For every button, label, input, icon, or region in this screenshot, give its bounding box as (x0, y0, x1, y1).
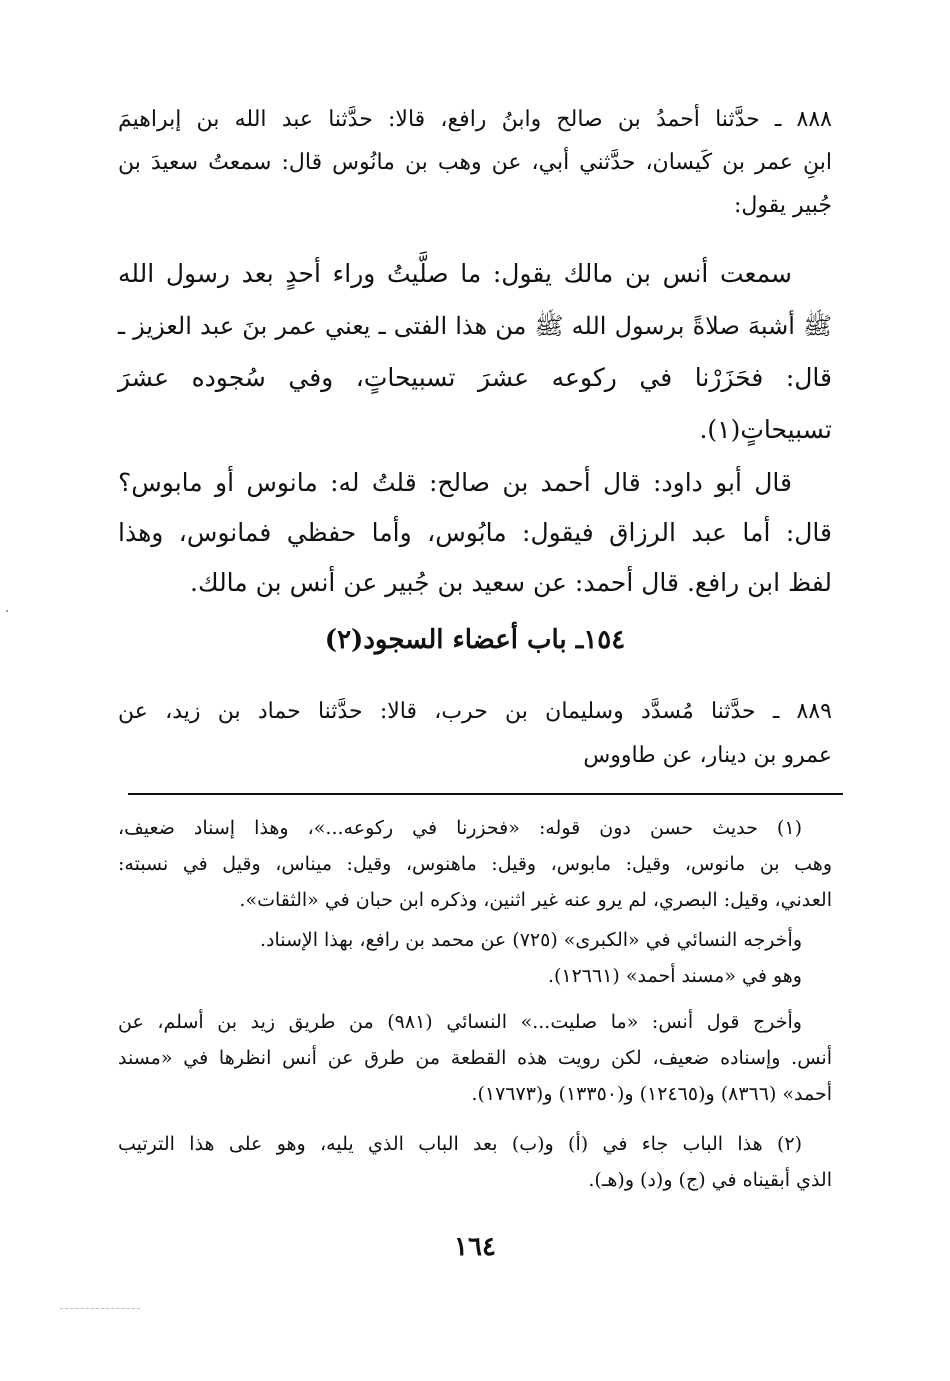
hadith-888-line: جُبير يقول: (733, 193, 832, 218)
scan-artifact (60, 1308, 140, 1309)
footnote-1-anas (118, 1004, 832, 1112)
footnote-1-takhrij (118, 922, 832, 994)
hadith-888-line: ٨٨٨ ـ حدَّثنا أحمدُ بن صالح وابنُ رافع، قالا: حدَّثنا عبد الله بن إبراهيمَ (118, 107, 832, 132)
hadith-889 (118, 690, 832, 778)
hadith-888 (118, 98, 832, 227)
footnote-line: العدني، وقيل: البصري، لم يرو عنه غير اثنين، وذكره ابن حبان في «الثقات». (239, 889, 832, 911)
footnote-line: الذي أبقيناه في (ج) و(د) و(هـ). (588, 1169, 832, 1191)
footnote-line: أنس. وإسناده ضعيف، لكن رويت هذه القطعة من طرق عن أنس انظرها في «مسند (118, 1047, 832, 1069)
hadith-888-line: ابنِ عمر بن كَيسان، حدَّثني أبي، عن وهب بن مانُوس قال: سمعتُ سعيدَ بن (118, 150, 832, 175)
footnote-line: وهب بن مانوس، وقيل: مابوس، وقيل: ماهنوس، وقيل: ميناس، وقيل في نسبته: (118, 853, 832, 875)
footnote-separator (128, 793, 843, 795)
chapter-heading (118, 625, 832, 655)
hadith-889-line: ٨٨٩ ـ حدَّثنا مُسدَّد وسليمان بن حرب، قالا: حدَّثنا حماد بن زيد، عن (118, 699, 832, 724)
hadith-889-line: عمرو بن دينار، عن طاووس (583, 743, 832, 768)
abu-dawud-note-line: قال أبو داود: قال أحمد بن صالح: قلتُ له: مانوس أو مابوس؟ (118, 468, 792, 497)
page-number: ١٦٤ (454, 1232, 496, 1262)
abu-dawud-note (118, 458, 832, 608)
footnote-line: (١) حديث حسن دون قوله: «فحزرنا في ركوعه...»، وهذا إسناد ضعيف، (118, 817, 802, 839)
narration-line: قال: فحَزَرْنا في ركوعه عشرَ تسبيحاتٍ، وفي سُجوده عشرَ (118, 363, 832, 392)
footnote-1 (118, 810, 832, 918)
chapter-title: ١٥٤ـ باب أعضاء السجود(٢) (324, 625, 626, 655)
footnote-line: وأخرج قول أنس: «ما صليت...» النسائي (٩٨١) من طريق زيد بن أسلم، عن (118, 1011, 802, 1033)
narration-line: ﷺ أشبهَ صلاةً برسول الله ﷺ من هذا الفتى ـ يعني عمر بنَ عبد العزيز ـ (118, 312, 832, 340)
abu-dawud-note-line: قال: أما عبد الرزاق فيقول: مابُوس، وأما حفظي فمانوس، وهذا (118, 518, 832, 547)
footnote-line: (٢) هذا الباب جاء في (أ) و(ب) بعد الباب الذي يليه، وهو على هذا الترتيب (118, 1133, 802, 1155)
footnote-line: وأخرجه النسائي في «الكبرى» (٧٢٥) عن محمد بن رافع، بهذا الإسناد. (259, 929, 802, 951)
narration-line: تسبيحاتٍ(١). (699, 415, 832, 444)
narration-paragraph (118, 248, 832, 456)
footnote-line: أحمد» (٨٣٦٦) و(١٢٤٦٥) و(١٣٣٥٠) و(١٧٦٧٣). (471, 1083, 832, 1105)
footnote-2 (118, 1126, 832, 1198)
abu-dawud-note-line: لفظ ابن رافع. قال أحمد: عن سعيد بن جُبير عن أنس بن مالك. (190, 568, 832, 597)
scan-artifact (6, 610, 8, 612)
narration-line: سمعت أنس بن مالك يقول: ما صلَّيتُ وراء أحدٍ بعد رسول الله (118, 259, 792, 288)
footnote-line: وهو في «مسند أحمد» (١٢٦٦١). (547, 965, 802, 987)
